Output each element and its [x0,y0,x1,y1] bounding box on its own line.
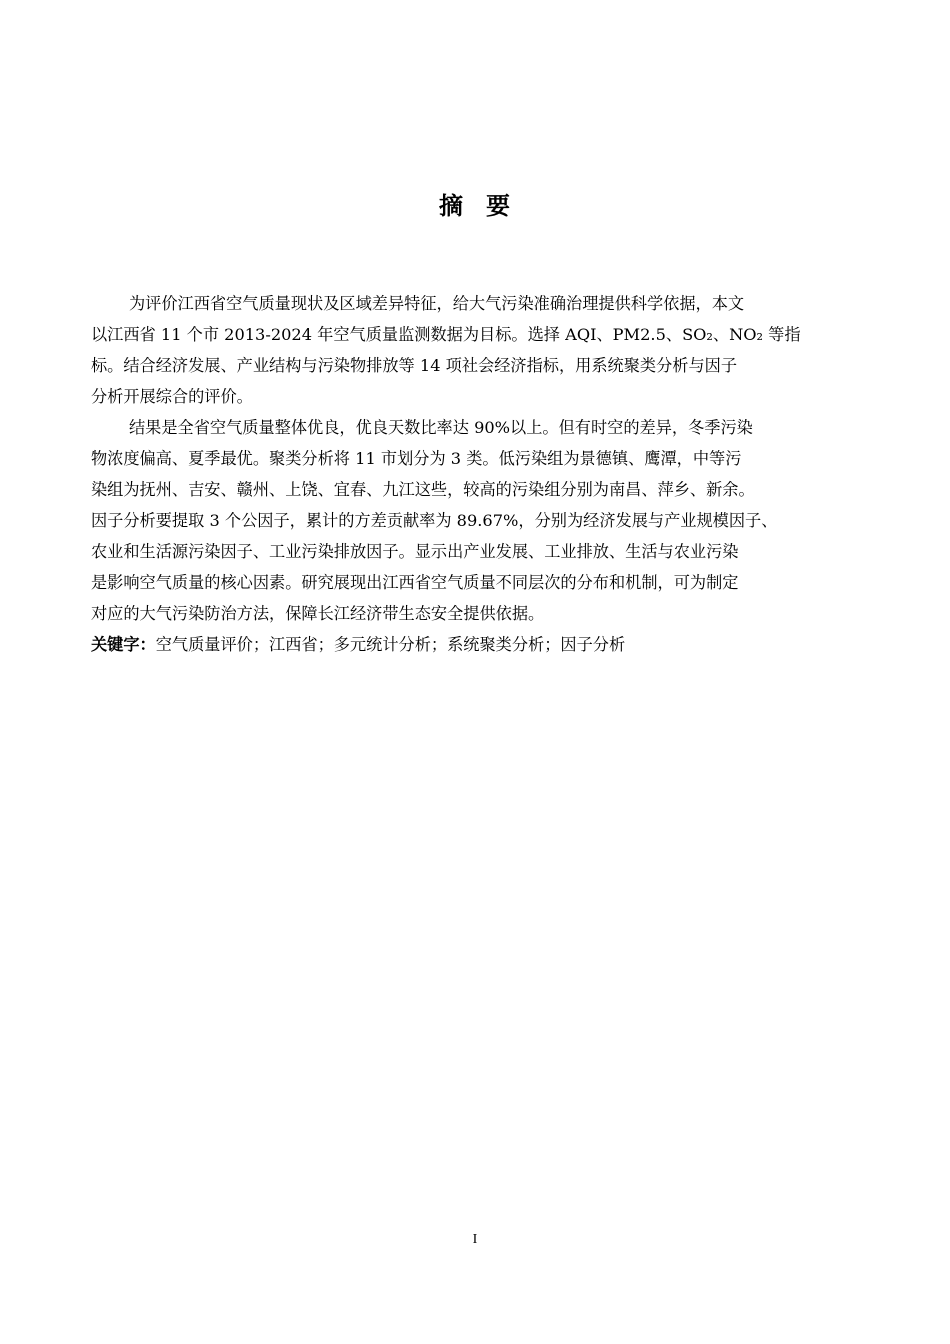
abstract-paragraph-1 [91,288,859,412]
keywords-line [91,629,859,660]
paragraph-line: 对应的大气污染防治方法，保障长江经济带生态安全提供依据。 [91,604,545,623]
abstract-title [0,186,950,221]
paragraph-line: 标。结合经济发展、产业结构与污染物排放等 14 项社会经济指标，用系统聚类分析与因子 [91,356,738,375]
abstract-paragraph-2 [91,412,859,629]
page-number: I [472,1232,478,1247]
paragraph-line: 分析开展综合的评价。 [91,387,253,406]
abstract-title-char-1: 摘 [439,192,464,220]
paragraph-line: 结果是全省空气质量整体优良，优良天数比率达 90%以上。但有时空的差异，冬季污染 [129,418,753,437]
paragraph-line: 因子分析要提取 3 个公因子，累计的方差贡献率为 89.67%，分别为经济发展与产业规模因子、 [91,511,778,530]
paragraph-line: 为评价江西省空气质量现状及区域差异特征，给大气污染准确治理提供科学依据，本文 [129,294,745,313]
abstract-body [91,288,859,660]
paragraph-line: 以江西省 11 个市 2013-2024 年空气质量监测数据为目标。选择 AQI、PM2.5、SO₂、NO₂ 等指 [91,325,801,344]
paragraph-line: 染组为抚州、吉安、赣州、上饶、宜春、九江这些，较高的污染组分别为南昌、萍乡、新余。 [91,480,755,499]
keywords-text: 空气质量评价；江西省；多元统计分析；系统聚类分析；因子分析 [155,635,626,654]
paragraph-line: 物浓度偏高、夏季最优。聚类分析将 11 市划分为 3 类。低污染组为景德镇、鹰潭，中等污 [91,449,742,468]
paragraph-line: 是影响空气质量的核心因素。研究展现出江西省空气质量不同层次的分布和机制，可为制定 [91,573,739,592]
paragraph-line: 农业和生活源污染因子、工业污染排放因子。显示出产业发展、工业排放、生活与农业污染 [91,542,739,561]
abstract-title-char-2: 要 [486,192,511,220]
keywords-label: 关键字： [91,635,156,654]
